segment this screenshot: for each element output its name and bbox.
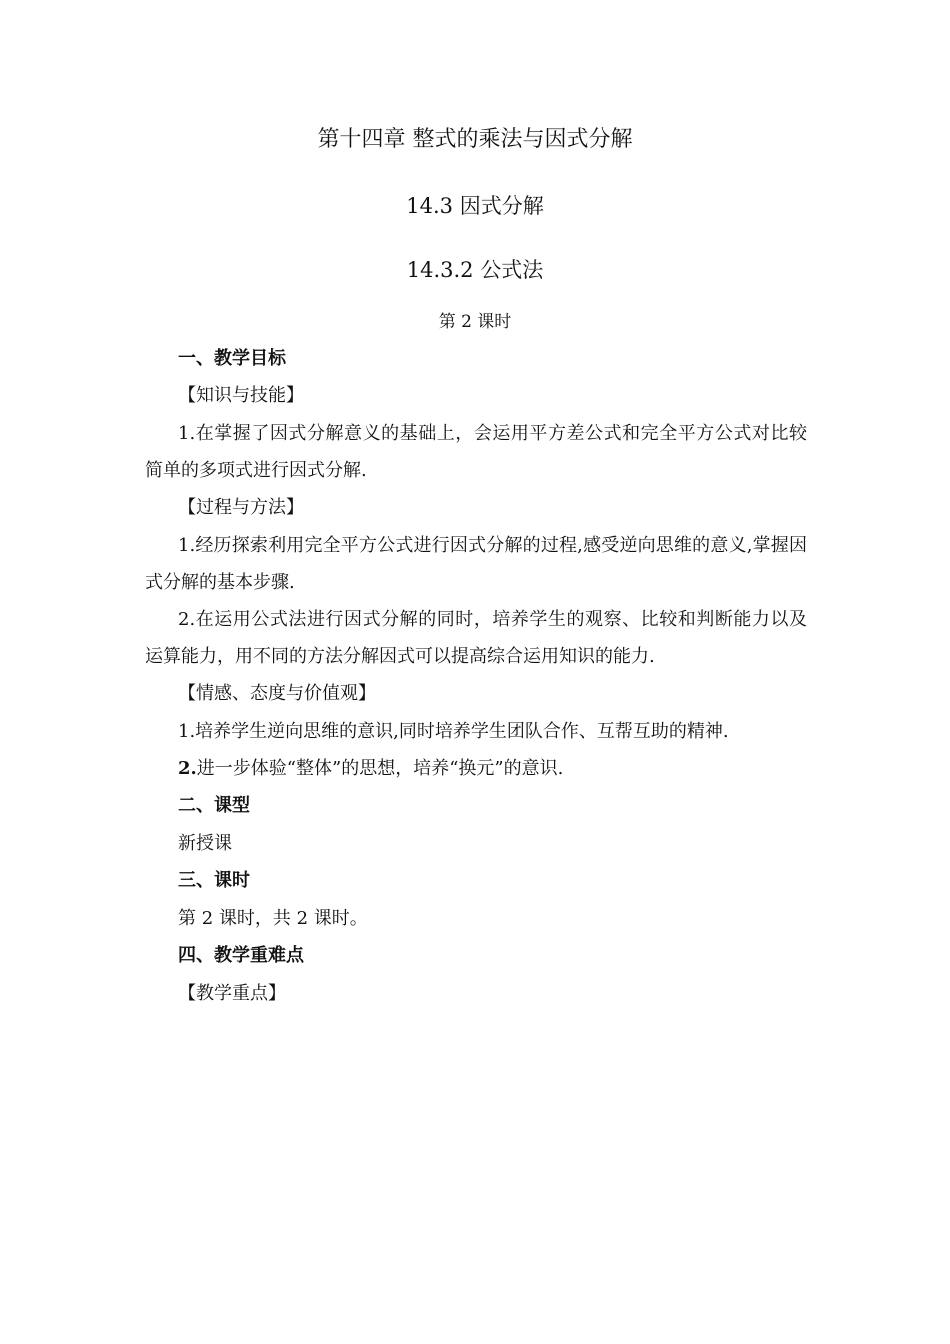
emotion-item-2 xyxy=(178,755,563,783)
lesson-title: 第 2 课时 xyxy=(438,312,512,332)
process-label: 【过程与方法】 xyxy=(178,497,304,518)
course-type-heading: 二、课型 xyxy=(178,795,250,816)
process-item-1: 1.经历探索利用完全平方公式进行因式分解的过程,感受逆向思维的意义,掌握因式分解的基本步骤. xyxy=(145,535,807,593)
knowledge-label: 【知识与技能】 xyxy=(178,385,304,406)
knowledge-item-1: 1.在掌握了因式分解意义的基础上，会运用平方差公式和完全平方公式对比较简单的多项式进行因式分解. xyxy=(145,423,807,481)
subsection-title: 14.3.2 公式法 xyxy=(406,258,544,282)
emotion-item-2-number: 2. xyxy=(178,758,197,779)
chapter-title: 第十四章 整式的乘法与因式分解 xyxy=(317,127,633,152)
emotion-item-2-text: 进一步体验“整体”的思想，培养“换元”的意识. xyxy=(196,758,564,779)
section-title: 14.3 因式分解 xyxy=(406,194,544,218)
key-points-heading: 四、教学重难点 xyxy=(178,945,304,966)
course-type-value: 新授课 xyxy=(178,833,232,854)
emotion-item-1: 1.培养学生逆向思维的意识,同时培养学生团队合作、互帮互助的精神. xyxy=(178,721,729,742)
goals-heading: 一、教学目标 xyxy=(178,348,286,369)
periods-heading: 三、课时 xyxy=(178,870,250,891)
periods-value: 第 2 课时，共 2 课时。 xyxy=(178,908,368,929)
process-item-2: 2.在运用公式法进行因式分解的同时，培养学生的观察、比较和判断能力以及运算能力，用不同的方法分解因式可以提高综合运用知识的能力. xyxy=(145,609,807,667)
key-points-label: 【教学重点】 xyxy=(178,983,286,1004)
emotion-label: 【情感、态度与价值观】 xyxy=(178,683,376,704)
